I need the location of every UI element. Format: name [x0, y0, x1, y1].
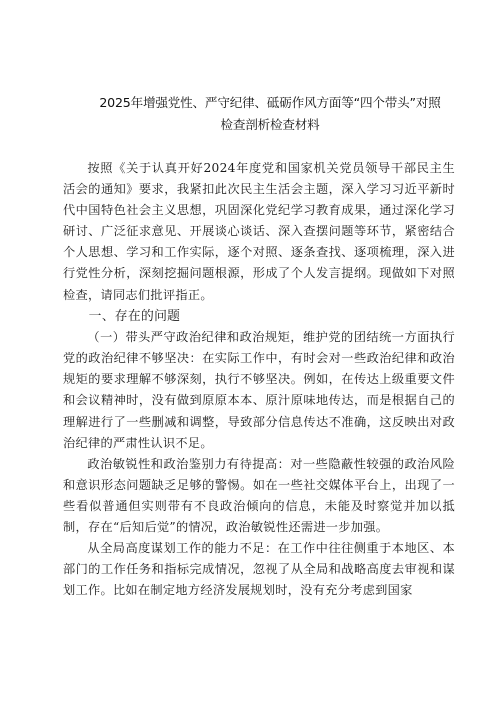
intro-paragraph: 按照《关于认真开好2024年度党和国家机关党员领导干部民主生活会的通知》要求，我紧扣此次民主生活会主题，深入学习习近平新时代中国特色社会主义思想，巩固深化党纪学习教育成果，通过深化学习研讨、广泛征求意见、开展谈心谈话、深入查摆问题等环节，紧密结合个人思想、学习和工作实际，逐个对照、逐条查找、逐项梳理，深入进行党性分析，深刻挖掘问题根源，形成了个人发言提纲。现做如下对照检查，请同志们批评指正。 — [63, 161, 455, 302]
body-paragraph-1: （一）带头严守政治纪律和政治规矩，维护党的团结统一方面执行党的政治纪律不够坚决：在实际工作中，有时会对一些政治纪律和政治规矩的要求理解不够深刻，执行不够坚决。例如，在传达上级重要文件和会议精神时，没有做到原原本本、原汁原味地传达，而是根据自己的理解进行了一些删减和调整，导致部分信息传达不准确，这反映出对政治纪律的严肃性认识不足。 — [63, 330, 455, 450]
section-heading-problems: 一、存在的问题 — [88, 308, 181, 324]
body-paragraph-2: 政治敏锐性和政治鉴别力有待提高：对一些隐蔽性较强的政治风险和意识形态问题缺乏足够的警惕。如在一些社交媒体平台上，出现了一些看似普通但实则带有不良政治倾向的信息，未能及时察觉并加以抵制，存在“后知后觉”的情况，政治敏锐性还需进一步加强。 — [63, 456, 455, 534]
body-paragraph-3: 从全局高度谋划工作的能力不足：在工作中往往侧重于本地区、本部门的工作任务和指标完成情况，忽视了从全局和战略高度去审视和谋划工作。比如在制定地方经济发展规划时，没有充分考虑到国家 — [63, 541, 455, 598]
title-line-1: 2025年增强党性、严守纪律、砥砺作风方面等“四个带头”对照 — [99, 95, 441, 110]
title-line-2: 检查剖析检查材料 — [220, 117, 320, 132]
document-body — [63, 158, 455, 601]
document-title — [60, 92, 480, 136]
